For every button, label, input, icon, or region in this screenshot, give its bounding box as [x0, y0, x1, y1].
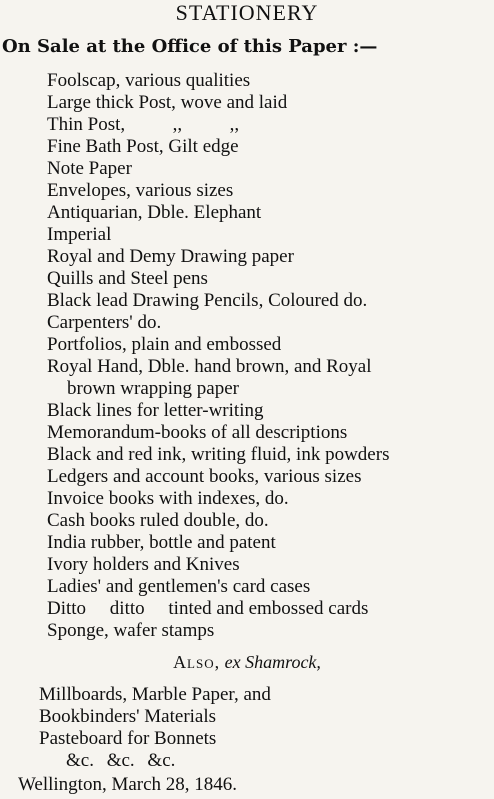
- list-item: Envelopes, various sizes: [47, 180, 234, 201]
- list-item: India rubber, bottle and patent: [47, 532, 276, 553]
- also-line: [0, 651, 494, 673]
- list-item: Pasteboard for Bonnets: [39, 728, 217, 749]
- list-item-continuation: brown wrapping paper: [67, 378, 240, 399]
- list-item: Black lines for letter-writing: [47, 400, 264, 421]
- list-item: Ivory holders and Knives: [47, 554, 240, 575]
- list-item: Note Paper: [47, 158, 132, 179]
- list-item: Quills and Steel pens: [47, 268, 208, 289]
- list-item-line: Royal Hand, Dble. hand brown, and Royal: [47, 356, 372, 377]
- dateline: Wellington, March 28, 1846.: [18, 774, 238, 795]
- list-item: Antiquarian, Dble. Elephant: [47, 202, 262, 223]
- extras-list: [0, 684, 494, 750]
- list-item: Millboards, Marble Paper, and: [39, 684, 271, 705]
- also-ship: ex Shamrock,: [224, 652, 321, 672]
- also-word: Also,: [173, 652, 221, 672]
- list-item: Carpenters' do.: [47, 312, 162, 333]
- list-item-wrapped: [0, 356, 494, 400]
- list-item: Thin Post, ,, ,,: [47, 114, 240, 135]
- etcetera-line: &c. &c. &c.: [66, 750, 176, 771]
- advert-title: STATIONERY: [175, 0, 319, 25]
- list-item: Bookbinders' Materials: [39, 706, 217, 727]
- list-item: Large thick Post, wove and laid: [47, 92, 288, 113]
- list-item: Memorandum-books of all descriptions: [47, 422, 348, 443]
- list-item: Black and red ink, writing fluid, ink powders: [47, 444, 390, 465]
- list-item: Invoice books with indexes, do.: [47, 488, 289, 509]
- list-item: Portfolios, plain and embossed: [47, 334, 282, 355]
- list-item: Foolscap, various qualities: [47, 70, 251, 91]
- list-item: Black lead Drawing Pencils, Coloured do.: [47, 290, 368, 311]
- list-item: Cash books ruled double, do.: [47, 510, 269, 531]
- advert-subtitle: On Sale at the Office of this Paper :—: [2, 36, 378, 57]
- list-item: Ditto ditto tinted and embossed cards: [47, 598, 369, 619]
- list-item: Ledgers and account books, various sizes: [47, 466, 362, 487]
- list-item: Fine Bath Post, Gilt edge: [47, 136, 239, 157]
- list-item: Imperial: [47, 224, 112, 245]
- stationery-list: [0, 70, 494, 642]
- list-item: Royal and Demy Drawing paper: [47, 246, 294, 267]
- list-item: Ladies' and gentlemen's card cases: [47, 576, 311, 597]
- list-item: Sponge, wafer stamps: [47, 620, 215, 641]
